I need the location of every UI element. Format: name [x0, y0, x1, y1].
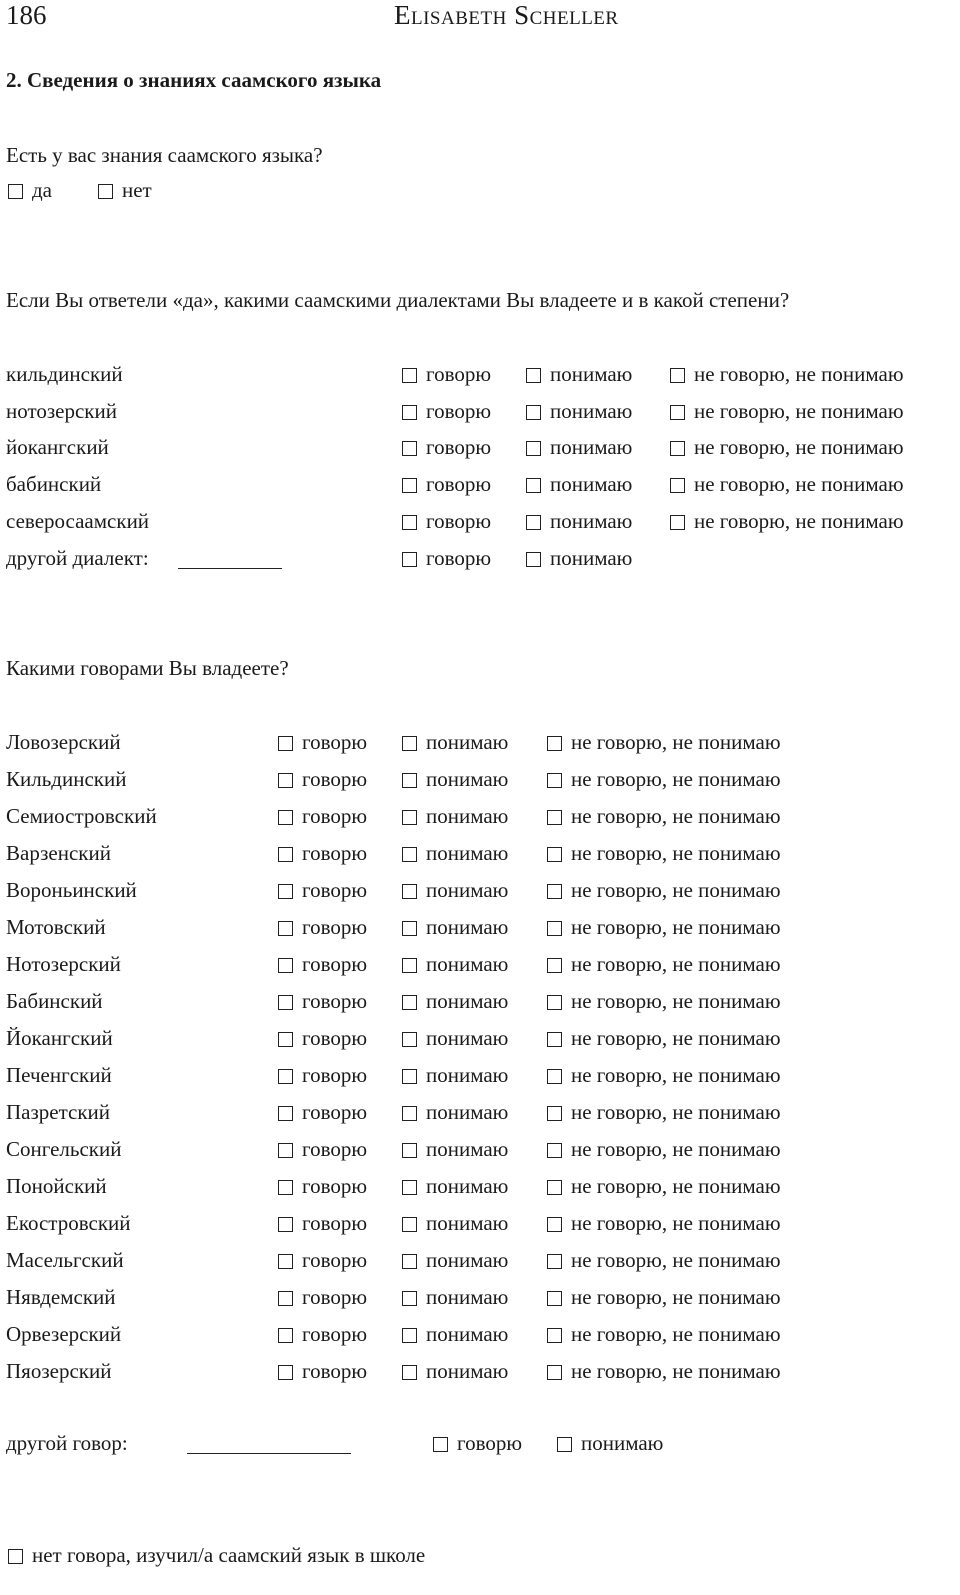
variety-neither-option-label: не говорю, не понимаю [571, 878, 781, 902]
checkbox-icon[interactable] [402, 515, 417, 530]
variety-understand-option-label: понимаю [426, 989, 509, 1013]
variety-label: Екостровский [6, 1211, 131, 1235]
variety-neither-option[interactable] [547, 1361, 781, 1382]
question-dialects: Если Вы ответели «да», какими саамскими диалектами Вы владеете и в какой степени? [6, 288, 790, 312]
checkbox-icon[interactable] [278, 884, 293, 899]
checkbox-icon[interactable] [547, 958, 562, 973]
checkbox-icon[interactable] [526, 405, 541, 420]
checkbox-icon[interactable] [433, 1437, 448, 1452]
variety-neither-option[interactable] [547, 769, 781, 790]
dialect-label: бабинский [6, 472, 102, 496]
other-dialect-understand-option-label: понимаю [550, 546, 633, 570]
variety-speak-option-label: говорю [302, 1174, 368, 1198]
variety-speak-option-label: говорю [302, 878, 368, 902]
checkbox-icon[interactable] [402, 810, 417, 825]
variety-neither-option-label: не говорю, не понимаю [571, 1063, 781, 1087]
variety-label: Бабинский [6, 989, 103, 1013]
variety-speak-option[interactable] [278, 954, 367, 975]
checkbox-icon[interactable] [547, 847, 562, 862]
variety-speak-option[interactable] [278, 806, 367, 827]
checkbox-icon[interactable] [547, 1328, 562, 1343]
variety-speak-option-label: говорю [302, 767, 368, 791]
dialect-understand-option-label: понимаю [550, 435, 633, 459]
checkbox-icon[interactable] [402, 1254, 417, 1269]
dialect-understand-option[interactable] [526, 401, 632, 422]
checkbox-icon[interactable] [278, 995, 293, 1010]
checkbox-icon[interactable] [278, 1180, 293, 1195]
variety-neither-option[interactable] [547, 1213, 781, 1234]
dialect-speak-option[interactable] [402, 401, 491, 422]
checkbox-icon[interactable] [402, 995, 417, 1010]
variety-label: Кильдинский [6, 767, 127, 791]
variety-speak-option-label: говорю [302, 1285, 368, 1309]
variety-understand-option[interactable] [402, 880, 508, 901]
other-dialect-speak-option-label: говорю [426, 546, 492, 570]
variety-label: Масельгский [6, 1248, 124, 1272]
dialect-speak-option[interactable] [402, 474, 491, 495]
checkbox-icon[interactable] [526, 368, 541, 383]
option-no-variety-label: нет говора, изучил/а саамский язык в школе [32, 1543, 426, 1567]
dialect-speak-option-label: говорю [426, 472, 492, 496]
dialect-speak-option-label: говорю [426, 362, 492, 386]
option-no-label: нет [122, 178, 152, 202]
checkbox-icon[interactable] [278, 1291, 293, 1306]
variety-speak-option[interactable] [278, 917, 367, 938]
option-no[interactable] [98, 180, 152, 201]
dialect-speak-option[interactable] [402, 437, 491, 458]
dialect-neither-option-label: не говорю, не понимаю [694, 509, 904, 533]
running-header-author: Elisabeth Scheller [394, 0, 619, 30]
variety-neither-option[interactable] [547, 806, 781, 827]
variety-speak-option[interactable] [278, 769, 367, 790]
checkbox-icon[interactable] [278, 921, 293, 936]
checkbox-icon[interactable] [278, 1217, 293, 1232]
variety-neither-option[interactable] [547, 1102, 781, 1123]
variety-understand-option-label: понимаю [426, 952, 509, 976]
dialect-understand-option[interactable] [526, 437, 632, 458]
dialect-understand-option-label: понимаю [550, 399, 633, 423]
checkbox-icon[interactable] [278, 1365, 293, 1380]
checkbox-icon[interactable] [547, 1069, 562, 1084]
variety-label: Нявдемский [6, 1285, 116, 1309]
variety-speak-option-label: говорю [302, 804, 368, 828]
checkbox-icon[interactable] [402, 884, 417, 899]
dialect-speak-option-label: говорю [426, 399, 492, 423]
checkbox-icon[interactable] [8, 184, 23, 199]
variety-neither-option[interactable] [547, 1176, 781, 1197]
checkbox-icon[interactable] [402, 478, 417, 493]
variety-speak-option-label: говорю [302, 1359, 368, 1383]
variety-label: Варзенский [6, 841, 111, 865]
checkbox-icon[interactable] [278, 1032, 293, 1047]
dialect-neither-option[interactable] [670, 511, 904, 532]
variety-neither-option[interactable] [547, 1287, 781, 1308]
variety-label: Сонгельский [6, 1137, 122, 1161]
checkbox-icon[interactable] [670, 441, 685, 456]
dialect-speak-option-label: говорю [426, 509, 492, 533]
checkbox-icon[interactable] [526, 515, 541, 530]
checkbox-icon[interactable] [278, 1106, 293, 1121]
checkbox-icon[interactable] [547, 1365, 562, 1380]
variety-understand-option[interactable] [402, 917, 508, 938]
variety-label: Понойский [6, 1174, 107, 1198]
variety-understand-option[interactable] [402, 769, 508, 790]
checkbox-icon[interactable] [547, 1254, 562, 1269]
checkbox-icon[interactable] [670, 515, 685, 530]
checkbox-icon[interactable] [402, 1217, 417, 1232]
checkbox-icon[interactable] [547, 736, 562, 751]
checkbox-icon[interactable] [547, 1180, 562, 1195]
variety-speak-option-label: говорю [302, 1322, 368, 1346]
variety-speak-option-label: говорю [302, 915, 368, 939]
dialect-understand-option-label: понимаю [550, 472, 633, 496]
checkbox-icon[interactable] [547, 1106, 562, 1121]
variety-neither-option-label: не говорю, не понимаю [571, 1137, 781, 1161]
variety-speak-option[interactable] [278, 880, 367, 901]
variety-understand-option-label: понимаю [426, 1174, 509, 1198]
variety-speak-option-label: говорю [302, 841, 368, 865]
variety-understand-option-label: понимаю [426, 1359, 509, 1383]
question-knowledge: Есть у вас знания саамского языка? [6, 143, 323, 167]
variety-neither-option-label: не говорю, не понимаю [571, 1322, 781, 1346]
variety-speak-option-label: говорю [302, 1211, 368, 1235]
checkbox-icon[interactable] [278, 1069, 293, 1084]
checkbox-icon[interactable] [547, 1217, 562, 1232]
checkbox-icon[interactable] [547, 1032, 562, 1047]
variety-neither-option[interactable] [547, 1028, 781, 1049]
variety-label: Мотовский [6, 915, 106, 939]
variety-neither-option-label: не говорю, не понимаю [571, 952, 781, 976]
other-variety-label: другой говор: [6, 1431, 128, 1455]
variety-neither-option[interactable] [547, 1065, 781, 1086]
variety-speak-option[interactable] [278, 732, 367, 753]
other-dialect-label: другой диалект: [6, 546, 149, 570]
dialect-label: нотозерский [6, 399, 117, 423]
variety-neither-option[interactable] [547, 917, 781, 938]
variety-understand-option-label: понимаю [426, 1063, 509, 1087]
checkbox-icon[interactable] [402, 552, 417, 567]
variety-label: Печенгский [6, 1063, 112, 1087]
variety-understand-option[interactable] [402, 1102, 508, 1123]
variety-label: Ловозерский [6, 730, 121, 754]
variety-neither-option-label: не говорю, не понимаю [571, 1174, 781, 1198]
dialect-label: йокангский [6, 435, 109, 459]
variety-speak-option-label: говорю [302, 1100, 368, 1124]
checkbox-icon[interactable] [402, 1291, 417, 1306]
dialect-neither-option[interactable] [670, 437, 904, 458]
variety-neither-option-label: не говорю, не понимаю [571, 1100, 781, 1124]
dialect-neither-option-label: не говорю, не понимаю [694, 399, 904, 423]
other-variety-understand-option-label: понимаю [581, 1431, 664, 1455]
checkbox-icon[interactable] [402, 1032, 417, 1047]
checkbox-icon[interactable] [98, 184, 113, 199]
variety-understand-option[interactable] [402, 954, 508, 975]
checkbox-icon[interactable] [547, 921, 562, 936]
dialect-understand-option-label: понимаю [550, 509, 633, 533]
page-number: 186 [6, 0, 47, 30]
other-dialect-understand-option[interactable] [526, 548, 632, 569]
checkbox-icon[interactable] [402, 1143, 417, 1158]
variety-speak-option[interactable] [278, 1324, 367, 1345]
variety-neither-option-label: не говорю, не понимаю [571, 989, 781, 1013]
variety-neither-option-label: не говорю, не понимаю [571, 767, 781, 791]
checkbox-icon[interactable] [547, 884, 562, 899]
other-variety-speak-option-label: говорю [457, 1431, 523, 1455]
variety-understand-option-label: понимаю [426, 730, 509, 754]
variety-label: Семиостровский [6, 804, 157, 828]
variety-neither-option[interactable] [547, 1324, 781, 1345]
variety-understand-option[interactable] [402, 1065, 508, 1086]
checkbox-icon[interactable] [402, 921, 417, 936]
other-dialect-speak-option[interactable] [402, 548, 491, 569]
variety-understand-option-label: понимаю [426, 1100, 509, 1124]
checkbox-icon[interactable] [547, 810, 562, 825]
checkbox-icon[interactable] [402, 1069, 417, 1084]
variety-label: Вороньинский [6, 878, 137, 902]
variety-label: Орвезерский [6, 1322, 122, 1346]
checkbox-icon[interactable] [278, 958, 293, 973]
variety-understand-option[interactable] [402, 1250, 508, 1271]
variety-neither-option[interactable] [547, 991, 781, 1012]
dialect-speak-option[interactable] [402, 511, 491, 532]
variety-understand-option[interactable] [402, 1287, 508, 1308]
variety-speak-option[interactable] [278, 1287, 367, 1308]
checkbox-icon[interactable] [8, 1549, 23, 1564]
checkbox-icon[interactable] [670, 368, 685, 383]
variety-understand-option-label: понимаю [426, 1285, 509, 1309]
variety-neither-option[interactable] [547, 1250, 781, 1271]
dialect-label: северосаамский [6, 509, 150, 533]
variety-label: Пазретский [6, 1100, 111, 1124]
variety-neither-option-label: не говорю, не понимаю [571, 730, 781, 754]
checkbox-icon[interactable] [278, 1254, 293, 1269]
question-varieties: Какими говорами Вы владеете? [6, 656, 289, 680]
variety-speak-option[interactable] [278, 991, 367, 1012]
checkbox-icon[interactable] [278, 1143, 293, 1158]
checkbox-icon[interactable] [526, 552, 541, 567]
dialect-neither-option[interactable] [670, 401, 904, 422]
variety-label: Нотозерский [6, 952, 121, 976]
checkbox-icon[interactable] [278, 1328, 293, 1343]
variety-understand-option[interactable] [402, 1028, 508, 1049]
variety-neither-option[interactable] [547, 732, 781, 753]
checkbox-icon[interactable] [402, 1365, 417, 1380]
dialect-neither-option[interactable] [670, 474, 904, 495]
checkbox-icon[interactable] [402, 1106, 417, 1121]
variety-understand-option-label: понимаю [426, 1248, 509, 1272]
checkbox-icon[interactable] [670, 405, 685, 420]
variety-speak-option[interactable] [278, 1176, 367, 1197]
variety-speak-option[interactable] [278, 1065, 367, 1086]
checkbox-icon[interactable] [557, 1437, 572, 1452]
dialect-neither-option[interactable] [670, 364, 904, 385]
checkbox-icon[interactable] [278, 773, 293, 788]
variety-neither-option[interactable] [547, 843, 781, 864]
variety-speak-option[interactable] [278, 1139, 367, 1160]
other-dialect-input[interactable] [178, 550, 282, 569]
variety-understand-option[interactable] [402, 1213, 508, 1234]
variety-speak-option-label: говорю [302, 730, 368, 754]
checkbox-icon[interactable] [526, 441, 541, 456]
variety-neither-option-label: не говорю, не понимаю [571, 1359, 781, 1383]
checkbox-icon[interactable] [670, 478, 685, 493]
variety-speak-option[interactable] [278, 1250, 367, 1271]
variety-understand-option-label: понимаю [426, 1137, 509, 1161]
variety-neither-option-label: не говорю, не понимаю [571, 804, 781, 828]
checkbox-icon[interactable] [402, 958, 417, 973]
variety-understand-option-label: понимаю [426, 1026, 509, 1050]
checkbox-icon[interactable] [402, 1180, 417, 1195]
variety-speak-option[interactable] [278, 1213, 367, 1234]
variety-neither-option-label: не говорю, не понимаю [571, 841, 781, 865]
checkbox-icon[interactable] [278, 736, 293, 751]
checkbox-icon[interactable] [526, 478, 541, 493]
dialect-neither-option-label: не говорю, не понимаю [694, 472, 904, 496]
variety-understand-option-label: понимаю [426, 841, 509, 865]
section-heading: 2. Сведения о знаниях саамского языка [6, 68, 382, 92]
variety-neither-option-label: не говорю, не понимаю [571, 1211, 781, 1235]
dialect-neither-option-label: не говорю, не понимаю [694, 435, 904, 459]
variety-understand-option-label: понимаю [426, 878, 509, 902]
variety-understand-option[interactable] [402, 1361, 508, 1382]
variety-understand-option-label: понимаю [426, 1211, 509, 1235]
variety-speak-option-label: говорю [302, 952, 368, 976]
variety-speak-option-label: говорю [302, 1248, 368, 1272]
other-variety-understand-option[interactable] [557, 1433, 663, 1454]
variety-neither-option[interactable] [547, 880, 781, 901]
dialect-understand-option-label: понимаю [550, 362, 633, 386]
variety-neither-option-label: не говорю, не понимаю [571, 1285, 781, 1309]
checkbox-icon[interactable] [278, 810, 293, 825]
checkbox-icon[interactable] [547, 995, 562, 1010]
checkbox-icon[interactable] [402, 847, 417, 862]
checkbox-icon[interactable] [402, 441, 417, 456]
option-no-variety-school[interactable] [8, 1545, 425, 1566]
variety-label: Пяозерский [6, 1359, 112, 1383]
dialect-understand-option[interactable] [526, 474, 632, 495]
variety-understand-option[interactable] [402, 1324, 508, 1345]
variety-understand-option[interactable] [402, 1139, 508, 1160]
checkbox-icon[interactable] [402, 368, 417, 383]
option-yes-label: да [32, 178, 53, 202]
checkbox-icon[interactable] [278, 847, 293, 862]
checkbox-icon[interactable] [402, 773, 417, 788]
variety-neither-option-label: не говорю, не понимаю [571, 915, 781, 939]
variety-speak-option-label: говорю [302, 1026, 368, 1050]
variety-neither-option-label: не говорю, не понимаю [571, 1026, 781, 1050]
variety-speak-option[interactable] [278, 1361, 367, 1382]
checkbox-icon[interactable] [547, 1291, 562, 1306]
variety-understand-option-label: понимаю [426, 915, 509, 939]
variety-understand-option-label: понимаю [426, 1322, 509, 1346]
variety-understand-option-label: понимаю [426, 804, 509, 828]
variety-speak-option-label: говорю [302, 989, 368, 1013]
variety-understand-option[interactable] [402, 991, 508, 1012]
dialect-label: кильдинский [6, 362, 123, 386]
dialect-speak-option-label: говорю [426, 435, 492, 459]
option-yes[interactable] [8, 180, 52, 201]
variety-speak-option[interactable] [278, 843, 367, 864]
checkbox-icon[interactable] [402, 736, 417, 751]
variety-speak-option[interactable] [278, 1102, 367, 1123]
variety-speak-option-label: говорю [302, 1063, 368, 1087]
other-variety-speak-option[interactable] [433, 1433, 522, 1454]
dialect-neither-option-label: не говорю, не понимаю [694, 362, 904, 386]
variety-understand-option[interactable] [402, 843, 508, 864]
checkbox-icon[interactable] [547, 1143, 562, 1158]
variety-understand-option[interactable] [402, 732, 508, 753]
variety-label: Йокангский [6, 1026, 113, 1050]
variety-speak-option-label: говорю [302, 1137, 368, 1161]
checkbox-icon[interactable] [547, 773, 562, 788]
checkbox-icon[interactable] [402, 1328, 417, 1343]
variety-neither-option[interactable] [547, 954, 781, 975]
checkbox-icon[interactable] [402, 405, 417, 420]
variety-speak-option[interactable] [278, 1028, 367, 1049]
variety-understand-option[interactable] [402, 806, 508, 827]
dialect-speak-option[interactable] [402, 364, 491, 385]
variety-neither-option[interactable] [547, 1139, 781, 1160]
variety-understand-option[interactable] [402, 1176, 508, 1197]
other-variety-input[interactable] [187, 1435, 351, 1454]
variety-understand-option-label: понимаю [426, 767, 509, 791]
dialect-understand-option[interactable] [526, 364, 632, 385]
variety-neither-option-label: не говорю, не понимаю [571, 1248, 781, 1272]
dialect-understand-option[interactable] [526, 511, 632, 532]
